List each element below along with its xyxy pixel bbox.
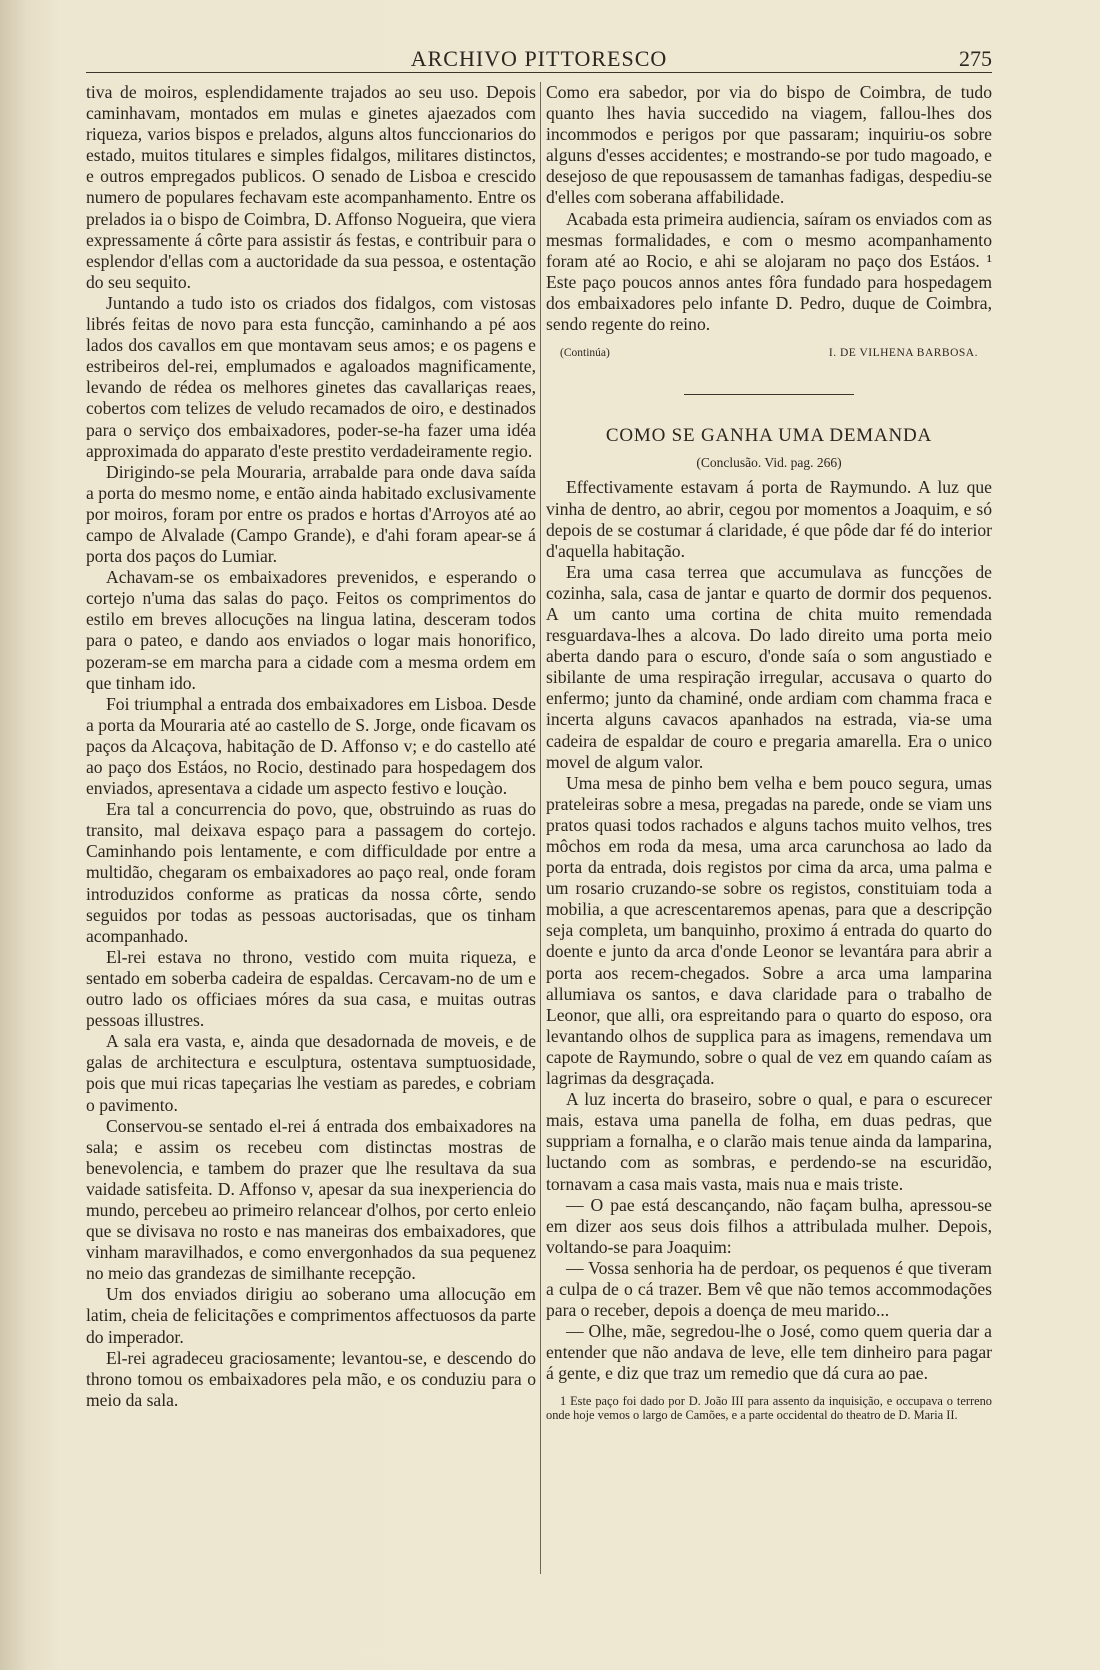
paragraph: El-rei agradeceu graciosamente; levantou-se, e descendo do throno tomou os embaixadores pela mão, e os conduziu para o meio da sala. [86, 1347, 536, 1410]
paragraph: A luz incerta do braseiro, sobre o qual, e para o escurecer mais, estava uma panella de folha, em duas pedras, que suppriam a fornalha, e o clarão mais tenue ainda da lamparina, luctando com as sombras, e perdendo-se na escuridão, tornavam a casa mais vasta, mais nua e mais triste. [546, 1089, 992, 1194]
footnote: 1 Este paço foi dado por D. João III para assento da inquisição, e occupava o terreno onde hoje vemos o largo de Camões, e a parte occidental do theatro de D. Maria II. [546, 1394, 992, 1423]
paragraph: Era uma casa terrea que accumulava as funcções de cozinha, sala, casa de jantar e quarto de dormir dos pequenos. A um canto uma cortina de chita muito remendada resguardava-lhes a alcova. Do lado direito uma porta meio aberta dando para o escuro, d'onde saía o som angustiado e sibilante de uma respiração irregular, accusava o quarto do enfermo; junto da chaminé, onde ardiam com chamma fraca e incerta alguns cavacos apanhados na estrada, via-se uma cadeira de espaldar de couro e pregaria amarella. Era o unico movel de algum valor. [546, 561, 992, 772]
paragraph: Era tal a concurrencia do povo, que, obstruindo as ruas do transito, mal deixava espaço para a passagem do cortejo. Caminhando pois lentamente, e com difficuldade por entre a multidão, chegaram os embaixadores ao paço real, onde foram introduzidos conforme as praticas da nossa côrte, sendo seguidos por todas as pessoas auctorisadas, que os tinham acompanhado. [86, 799, 536, 946]
paragraph: Dirigindo-se pela Mouraria, arrabalde para onde dava saída a porta do mesmo nome, e então ainda habitado exclusivamente por moiros, foram por entre os prados e hortas d'Arroyos até ao campo de Alvalade (Campo Grande), e d'ahi foram apear-se á porta dos paços do Lumiar. [86, 461, 536, 567]
article-title: COMO SE GANHA UMA DEMANDA [605, 425, 933, 447]
paragraph: A sala era vasta, e, ainda que desadornada de moveis, e de galas de architectura e esculptura, ostentava sumptuosidade, pois que mui ricas tapeçarias lhe vestiam as paredes, e cobriam o pavimento. [86, 1031, 536, 1115]
paragraph: Effectivamente estavam á porta de Raymundo. A luz que vinha de dentro, ao abrir, cegou por momentos a Joaquim, e só depois de se costumar á claridade, é que pôde dar fé do interior d'aquella habitação. [546, 477, 992, 561]
paragraph: Um dos enviados dirigiu ao soberano uma allocução em latim, cheia de felicitações e comprimentos affectuosos da parte do imperador. [86, 1284, 536, 1347]
journal-title: ARCHIVO PITTORESCO [410, 46, 668, 71]
paragraph: Como era sabedor, por via do bispo de Coimbra, de tudo quanto lhes havia succedido na viagem, fallou-lhes dos incommodos e perigos por que passaram; inquiriu-os sobre alguns d'esses accidentes; e mostrando-se por tudo magoado, e desejoso de que repousassem de tamanhas fadigas, despediu-se d'elles com soberana affabilidade. [546, 82, 992, 208]
paragraph: Foi triumphal a entrada dos embaixadores em Lisboa. Desde a porta da Mouraria até ao castello de S. Jorge, onde ficavam os paços da Alcaçova, habitação de D. Affonso v; e do castello até ao paço dos Estáos, no Rocio, destinado para hospedagem dos enviados, apresentava a cidade um aspecto festivo e louçào. [86, 693, 536, 799]
paragraph: Conservou-se sentado el-rei á entrada dos embaixadores na sala; e assim os recebeu com distinctas mostras de benevolencia, e tambem do prazer que lhe resultava da sua vaidade satisfeita. D. Affonso v, apesar da sua inexperiencia do mundo, percebeu ao primeiro relancear d'olhos, por certo enleio que se divisava no rosto e nas maneiras dos embaixadores, que vinham maravilhados, e como envergonhados da sua pequenez no meio das grandezas de similhante recepção. [86, 1115, 536, 1284]
paragraph: tiva de moiros, esplendidamente trajados ao seu uso. Depois caminhavam, montados em mulas e ginetes ajaezados com riqueza, varios bispos e prelados, alguns altos funccionarios do estado, muitos titulares e simples fidalgos, militares distinctos, e outros empregados publicos. O senado de Lisboa e crescido numero de populares fechavam este acompanhamento. Entre os prelados ia o bispo de Coimbra, D. Affonso Nogueira, que viera expressamente á côrte para assistir ás festas, e contribuir para o esplendor d'ellas com a auctoridade da sua pessoa, e ostentação do seu sequito. [86, 82, 536, 292]
left-column [86, 82, 536, 1411]
author-name: I. DE VILHENA BARBOSA. [828, 347, 978, 360]
page-number: 275 [959, 46, 992, 71]
paragraph: — Olhe, mãe, segredou-lhe o José, como quem queria dar a entender que não andava de leve, elle tem dinheiro para pagar á gente, e diz que traz um remedio que dá cura ao pae. [546, 1321, 992, 1384]
paragraph: Uma mesa de pinho bem velha e bem pouco segura, umas prateleiras sobre a mesa, pregadas na parede, onde se viam uns pratos quasi todos rachados e alguns tachos muito velhos, tres môchos em roda da mesa, uma arca carunchosa ao lado da porta da entrada, dois registos por cima da arca, uma palma e um rosario cruzando-se sobre os registos, constituiam toda a mobilia, a que acrescentaremos apenas, para que a descripção seja completa, um banquinho, proximo á entrada do quarto do doente e junto da arca d'onde Leonor se levantára para abrir a porta aos recem-chegados. Sobre a arca uma lamparina allumiava os santos, e dava claridade para o trabalho de Leonor, que alli, ora espreitando para o quarto do esposo, ora levantando olhos de supplica para as imagens, remendava um capote de Raymundo, sobre o qual de vez em quando caíam as lagrimas da desgraçada. [546, 772, 992, 1089]
signature-line [546, 343, 992, 364]
column-divider [540, 82, 541, 1574]
right-column [546, 82, 992, 1422]
continua-note: (Continúa) [560, 347, 610, 360]
paragraph: Juntando a tudo isto os criados dos fidalgos, com vistosas librés feitas de novo para esta funcção, caminhando a pé aos lados dos cavallos em que montavam seus amos; e os pagens e estribeiros del-rei, emplumados e agaloados magnificamente, levando de rédea os melhores ginetes das cavallariças reaes, cobertos com telizes de veludo recamados de oiro, e destinados para o serviço dos embaixadores, poder-se-ha fazer uma idéa approximada do apparato d'este prestito verdadeiramente regio. [86, 292, 536, 461]
paragraph: Acabada esta primeira audiencia, saíram os enviados com as mesmas formalidades, e com o mesmo acompanhamento foram até ao Rocio, e ahi se alojaram no paço dos Estáos. ¹ Este paço poucos annos antes fôra fundado para hospedagem dos embaixadores pelo infante D. Pedro, duque de Coimbra, sendo regente do reino. [546, 208, 992, 335]
paragraph: El-rei estava no throno, vestido com muita riqueza, e sentado em soberba cadeira de espaldas. Cercavam-no de um e outro lado os officiaes móres da sua casa, e muitas outras pessoas illustres. [86, 946, 536, 1031]
section-divider [684, 394, 854, 395]
running-header [86, 40, 992, 73]
paragraph: Achavam-se os embaixadores prevenidos, e esperando o cortejo n'uma das salas do paço. Feitos os comprimentos do estilo em breves allocuções na lingua latina, desceram todos para o pateo, e dando aos enviados o logar mais honorifico, pozeram-se em marcha para a cidade com a mesma ordem em que tinham ido. [86, 567, 536, 693]
paragraph: — O pae está descançando, não façam bulha, apressou-se em dizer aos seus dois filhos a attribulada mulher. Depois, voltando-se para Joaquim: [546, 1194, 992, 1257]
paragraph: — Vossa senhoria ha de perdoar, os pequenos é que tiveram a culpa de o cá trazer. Bem vê que não temos accommodações para o receber, depois a doença de meu marido... [546, 1257, 992, 1321]
article-subtitle: (Conclusão. Vid. pag. 266) [696, 455, 842, 471]
